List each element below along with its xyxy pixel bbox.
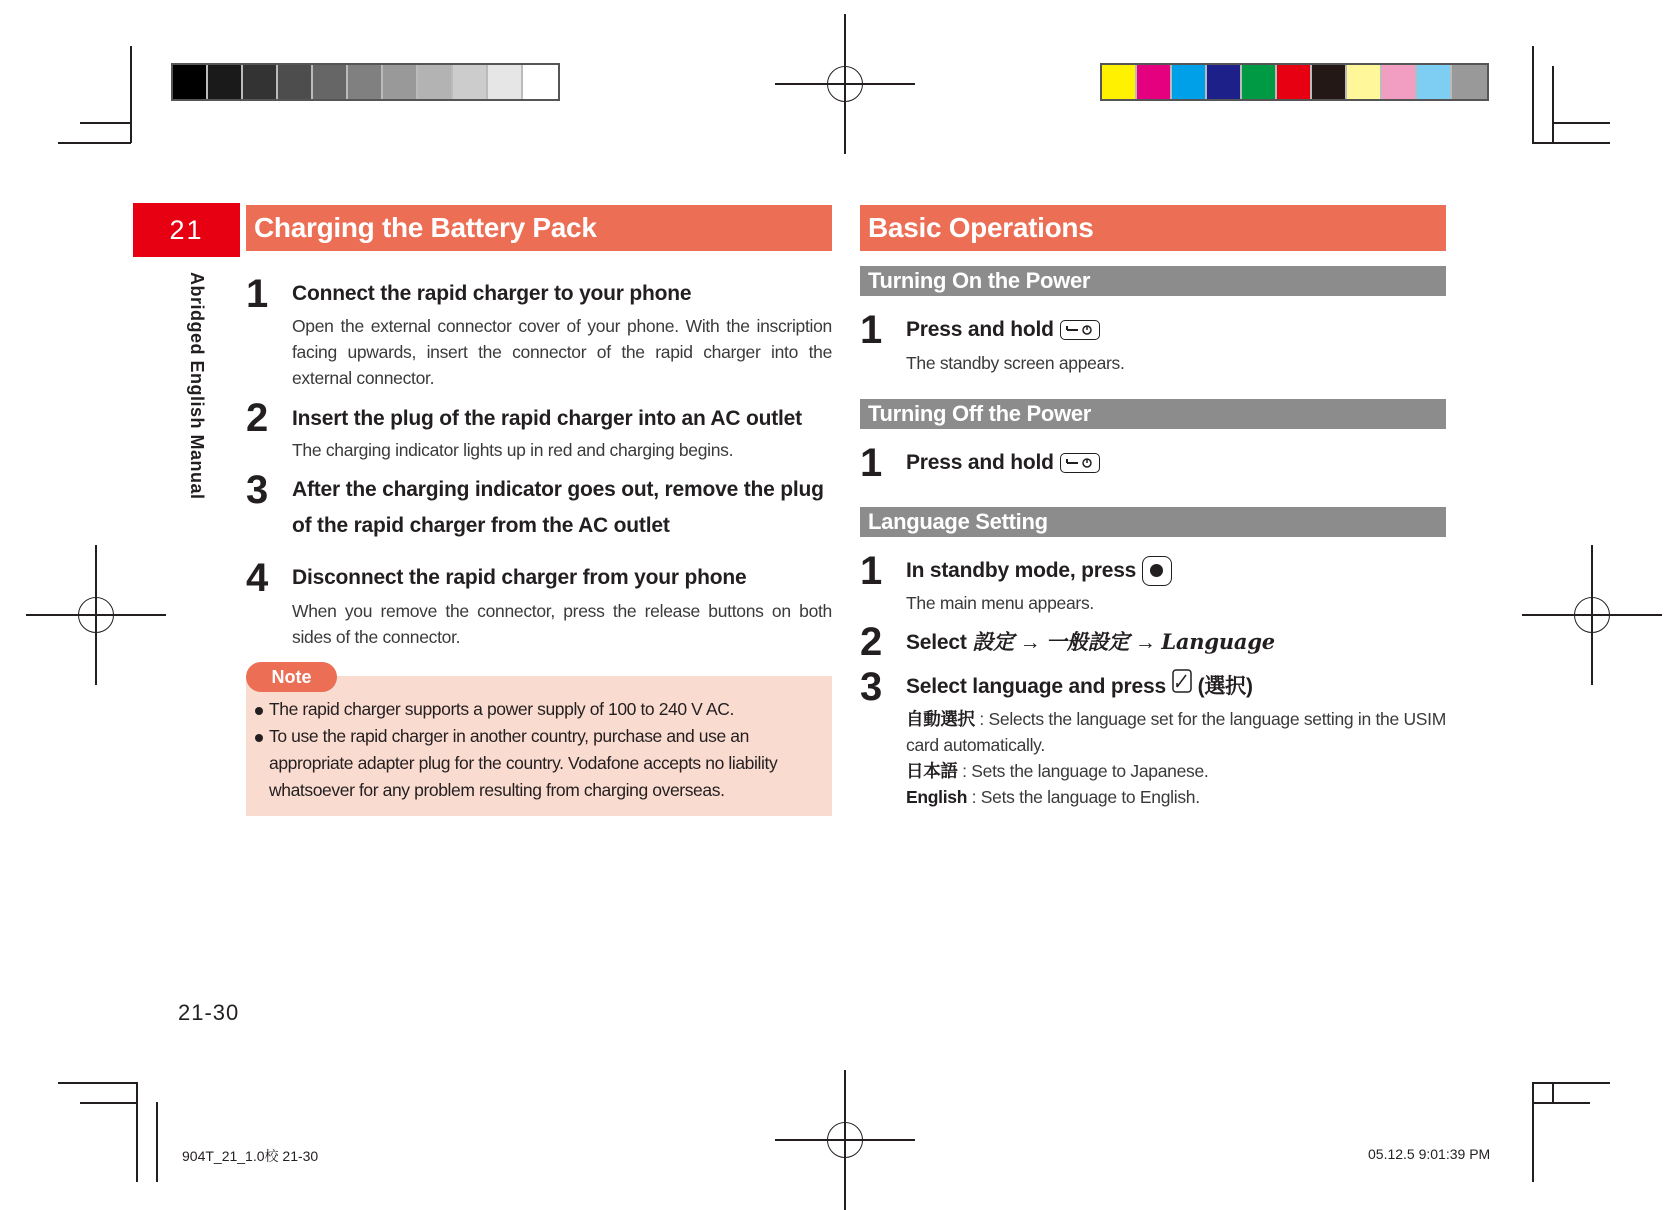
registration-mark-bottom xyxy=(775,1070,915,1210)
power-key-icon xyxy=(1060,320,1100,340)
registration-mark-top xyxy=(775,14,915,154)
color-swatch xyxy=(1312,65,1347,99)
step-description: The standby screen appears. xyxy=(906,353,1125,373)
step-number: 2 xyxy=(246,396,269,440)
step-heading xyxy=(906,445,1446,481)
color-swatch xyxy=(1172,65,1207,99)
note-list xyxy=(254,696,814,804)
step-number: 1 xyxy=(860,308,883,352)
step-number: 3 xyxy=(246,468,269,512)
power-key-icon xyxy=(1060,453,1100,473)
process-color-bar xyxy=(1100,63,1489,101)
color-swatch xyxy=(313,65,348,99)
menu-item-settings: 設定 xyxy=(972,629,1014,654)
menu-item-language: Language xyxy=(1161,629,1275,654)
color-swatch xyxy=(173,65,208,99)
center-key-icon xyxy=(1142,556,1172,586)
section-title-charging: Charging the Battery Pack xyxy=(246,205,832,251)
step-heading xyxy=(906,312,1446,348)
option-desc: : Sets the language to Japanese. xyxy=(962,761,1209,781)
page-number: 21-30 xyxy=(178,1000,240,1025)
note-label: Note xyxy=(246,662,337,692)
step-heading: Insert the plug of the rapid charger into an AC outlet xyxy=(292,407,802,430)
step-description: When you remove the connector, press the release buttons on both sides of the connector. xyxy=(292,601,832,647)
option-term: 自動選択 xyxy=(906,709,975,729)
color-swatch xyxy=(418,65,453,99)
step-heading-text: Select language and press xyxy=(906,675,1166,698)
option-term: English xyxy=(906,787,968,807)
grayscale-color-bar xyxy=(171,63,560,101)
step-number: 1 xyxy=(860,549,883,593)
step-description: The main menu appears. xyxy=(906,593,1094,613)
step-heading-text: In standby mode, press xyxy=(906,559,1137,582)
select-text: Select xyxy=(906,631,967,654)
color-swatch xyxy=(488,65,523,99)
step-number: 1 xyxy=(246,272,269,316)
arrow: → xyxy=(1134,631,1156,654)
registration-mark-left xyxy=(26,545,166,685)
color-swatch xyxy=(1347,65,1382,99)
color-swatch xyxy=(1452,65,1487,99)
step-number: 3 xyxy=(860,665,883,709)
color-swatch xyxy=(453,65,488,99)
note-item: To use the rapid charger in another country, purchase and use an appropriate adapter plug for the country. Vodafone accepts no liability whatsoever for any problem resulting from charging overseas. xyxy=(254,723,814,804)
step-number: 1 xyxy=(860,441,883,485)
step-heading xyxy=(906,553,1446,589)
subsection-title-power-off: Turning Off the Power xyxy=(860,399,1446,429)
option-desc: : Selects the language set for the language setting in the USIM card automatically. xyxy=(906,709,1447,755)
color-swatch xyxy=(1102,65,1137,99)
option-term: 日本語 xyxy=(906,761,958,781)
section-title-basic-operations: Basic Operations xyxy=(860,205,1446,251)
step-heading-text: Press and hold xyxy=(906,318,1054,341)
select-suffix: (選択) xyxy=(1197,675,1253,698)
soft-key-icon xyxy=(1172,669,1192,705)
menu-item-general-settings: 一般設定 xyxy=(1046,629,1130,654)
color-swatch xyxy=(383,65,418,99)
registration-mark-right xyxy=(1522,545,1662,685)
color-swatch xyxy=(1417,65,1452,99)
chapter-number-tab: 21 xyxy=(133,203,240,257)
option-desc: : Sets the language to English. xyxy=(971,787,1200,807)
step-heading: Connect the rapid charger to your phone xyxy=(292,282,692,305)
note-item: The rapid charger supports a power supply of 100 to 240 V AC. xyxy=(254,696,814,723)
color-swatch xyxy=(243,65,278,99)
subsection-title-language: Language Setting xyxy=(860,507,1446,537)
color-swatch xyxy=(208,65,243,99)
step-heading xyxy=(906,624,1446,661)
step-heading-text: Press and hold xyxy=(906,451,1054,474)
color-swatch xyxy=(523,65,558,99)
step-heading: After the charging indicator goes out, remove the plug of the rapid charger from the AC outlet xyxy=(292,478,824,537)
color-swatch xyxy=(1137,65,1172,99)
language-options xyxy=(906,706,1446,810)
color-swatch xyxy=(1207,65,1242,99)
step-number: 2 xyxy=(860,620,883,664)
color-swatch xyxy=(1382,65,1417,99)
option-english xyxy=(906,784,1446,810)
side-title: Abridged English Manual xyxy=(187,272,207,500)
step-number: 4 xyxy=(246,556,269,600)
option-japanese xyxy=(906,758,1446,784)
color-swatch xyxy=(278,65,313,99)
color-swatch xyxy=(1277,65,1312,99)
step-description: Open the external connector cover of your phone. With the inscription facing upwards, insert the connector of the rapid charger into the external connector. xyxy=(292,316,832,388)
step-description: The charging indicator lights up in red and charging begins. xyxy=(292,440,734,460)
step-heading: Disconnect the rapid charger from your phone xyxy=(292,566,747,589)
subsection-title-power-on: Turning On the Power xyxy=(860,266,1446,296)
footer-file-info: 904T_21_1.0校 21-30 xyxy=(182,1148,319,1164)
color-swatch xyxy=(1242,65,1277,99)
footer-timestamp: 05.12.5 9:01:39 PM xyxy=(1368,1146,1491,1162)
option-auto xyxy=(906,706,1446,758)
step-heading xyxy=(906,669,1446,705)
arrow: → xyxy=(1019,631,1041,654)
color-swatch xyxy=(348,65,383,99)
